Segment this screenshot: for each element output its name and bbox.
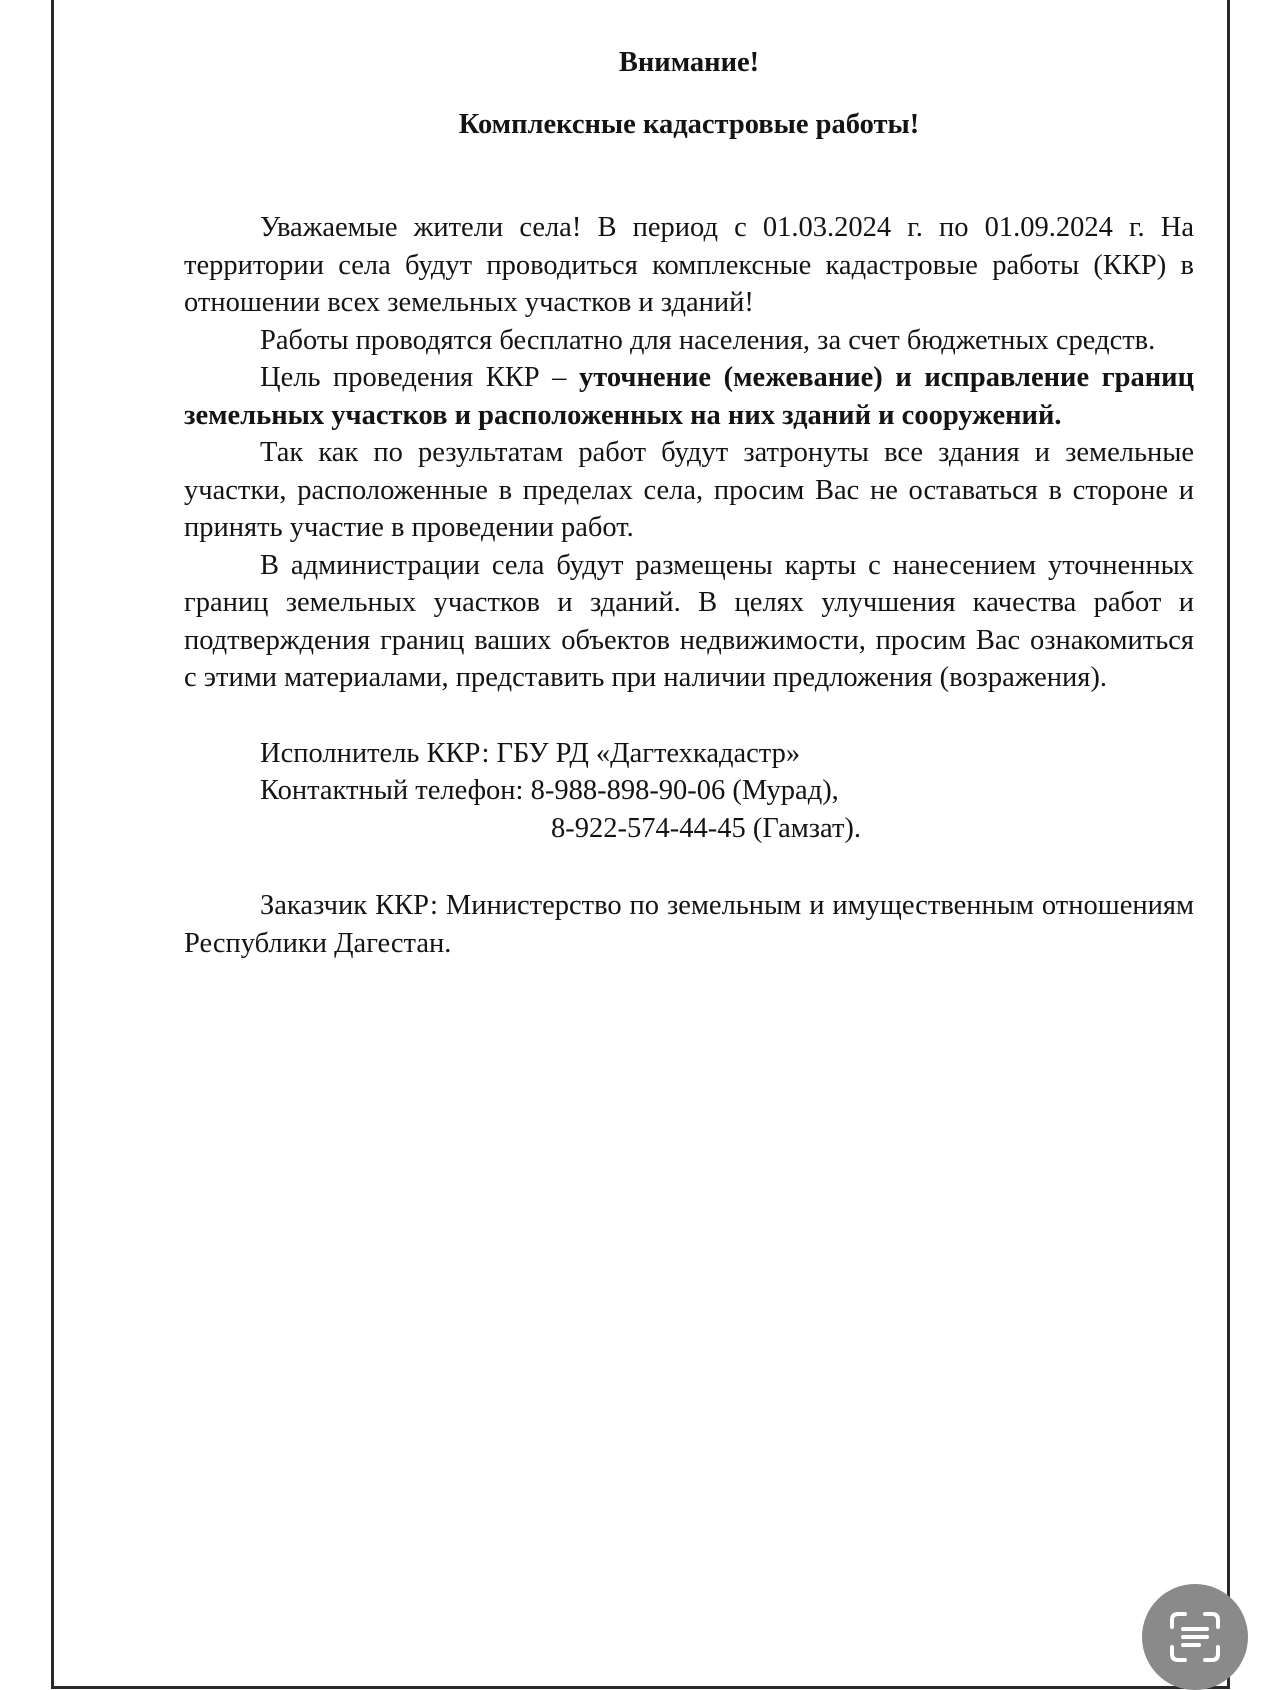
live-text-scan-button[interactable]	[1142, 1584, 1248, 1690]
paragraph-participation: Так как по результатам работ будут затронуты все здания и земельные участки, расположенные в пределах села, просим Вас не оставаться в стороне и принять участие в проведении работ.	[184, 437, 1194, 543]
document-heading: Внимание!	[618, 47, 760, 78]
paragraph-maps: В администрации села будут размещены карты с нанесением уточненных границ земельных участков и зданий. В целях улучшения качества работ и подтверждения границ ваших объектов недвижимости, просим Вас ознакомиться с этими материалами, представить при наличии предложения (возражения).	[184, 549, 1194, 693]
paragraph-goal-bold: уточнение (межевание) и исправление границ земельных участков и расположенных на них зданий и сооружений.	[184, 362, 1194, 431]
contractor-line: Исполнитель ККР: ГБУ РД «Дагтехкадастр»	[260, 737, 801, 769]
phone-line-1: Контактный телефон: 8-988-898-90-06 (Мурад),	[260, 775, 839, 806]
paragraph-period: Уважаемые жители села! В период с 01.03.2024 г. по 01.09.2024 г. На территории села будут проводиться комплексные кадастровые работы (ККР) в отношении всех земельных участков и зданий!	[184, 212, 1194, 318]
phone-line-2: 8-922-574-44-45 (Гамзат).	[551, 812, 862, 844]
paragraph-goal	[184, 359, 1194, 434]
document-page	[184, 44, 1194, 962]
paragraph-free-of-charge: Работы проводятся бесплатно для населения, за счет бюджетных средств.	[260, 324, 1156, 356]
paragraph-goal-lead: Цель проведения ККР –	[260, 362, 580, 393]
customer-line: Заказчик ККР: Министерство по земельным и имущественным отношениям Республики Дагестан.	[184, 890, 1194, 959]
document-subheading: Комплексные кадастровые работы!	[458, 108, 920, 140]
page-border-left	[51, 0, 54, 1689]
text-scan-icon	[1169, 1611, 1221, 1663]
page-border-right	[1227, 0, 1230, 1689]
